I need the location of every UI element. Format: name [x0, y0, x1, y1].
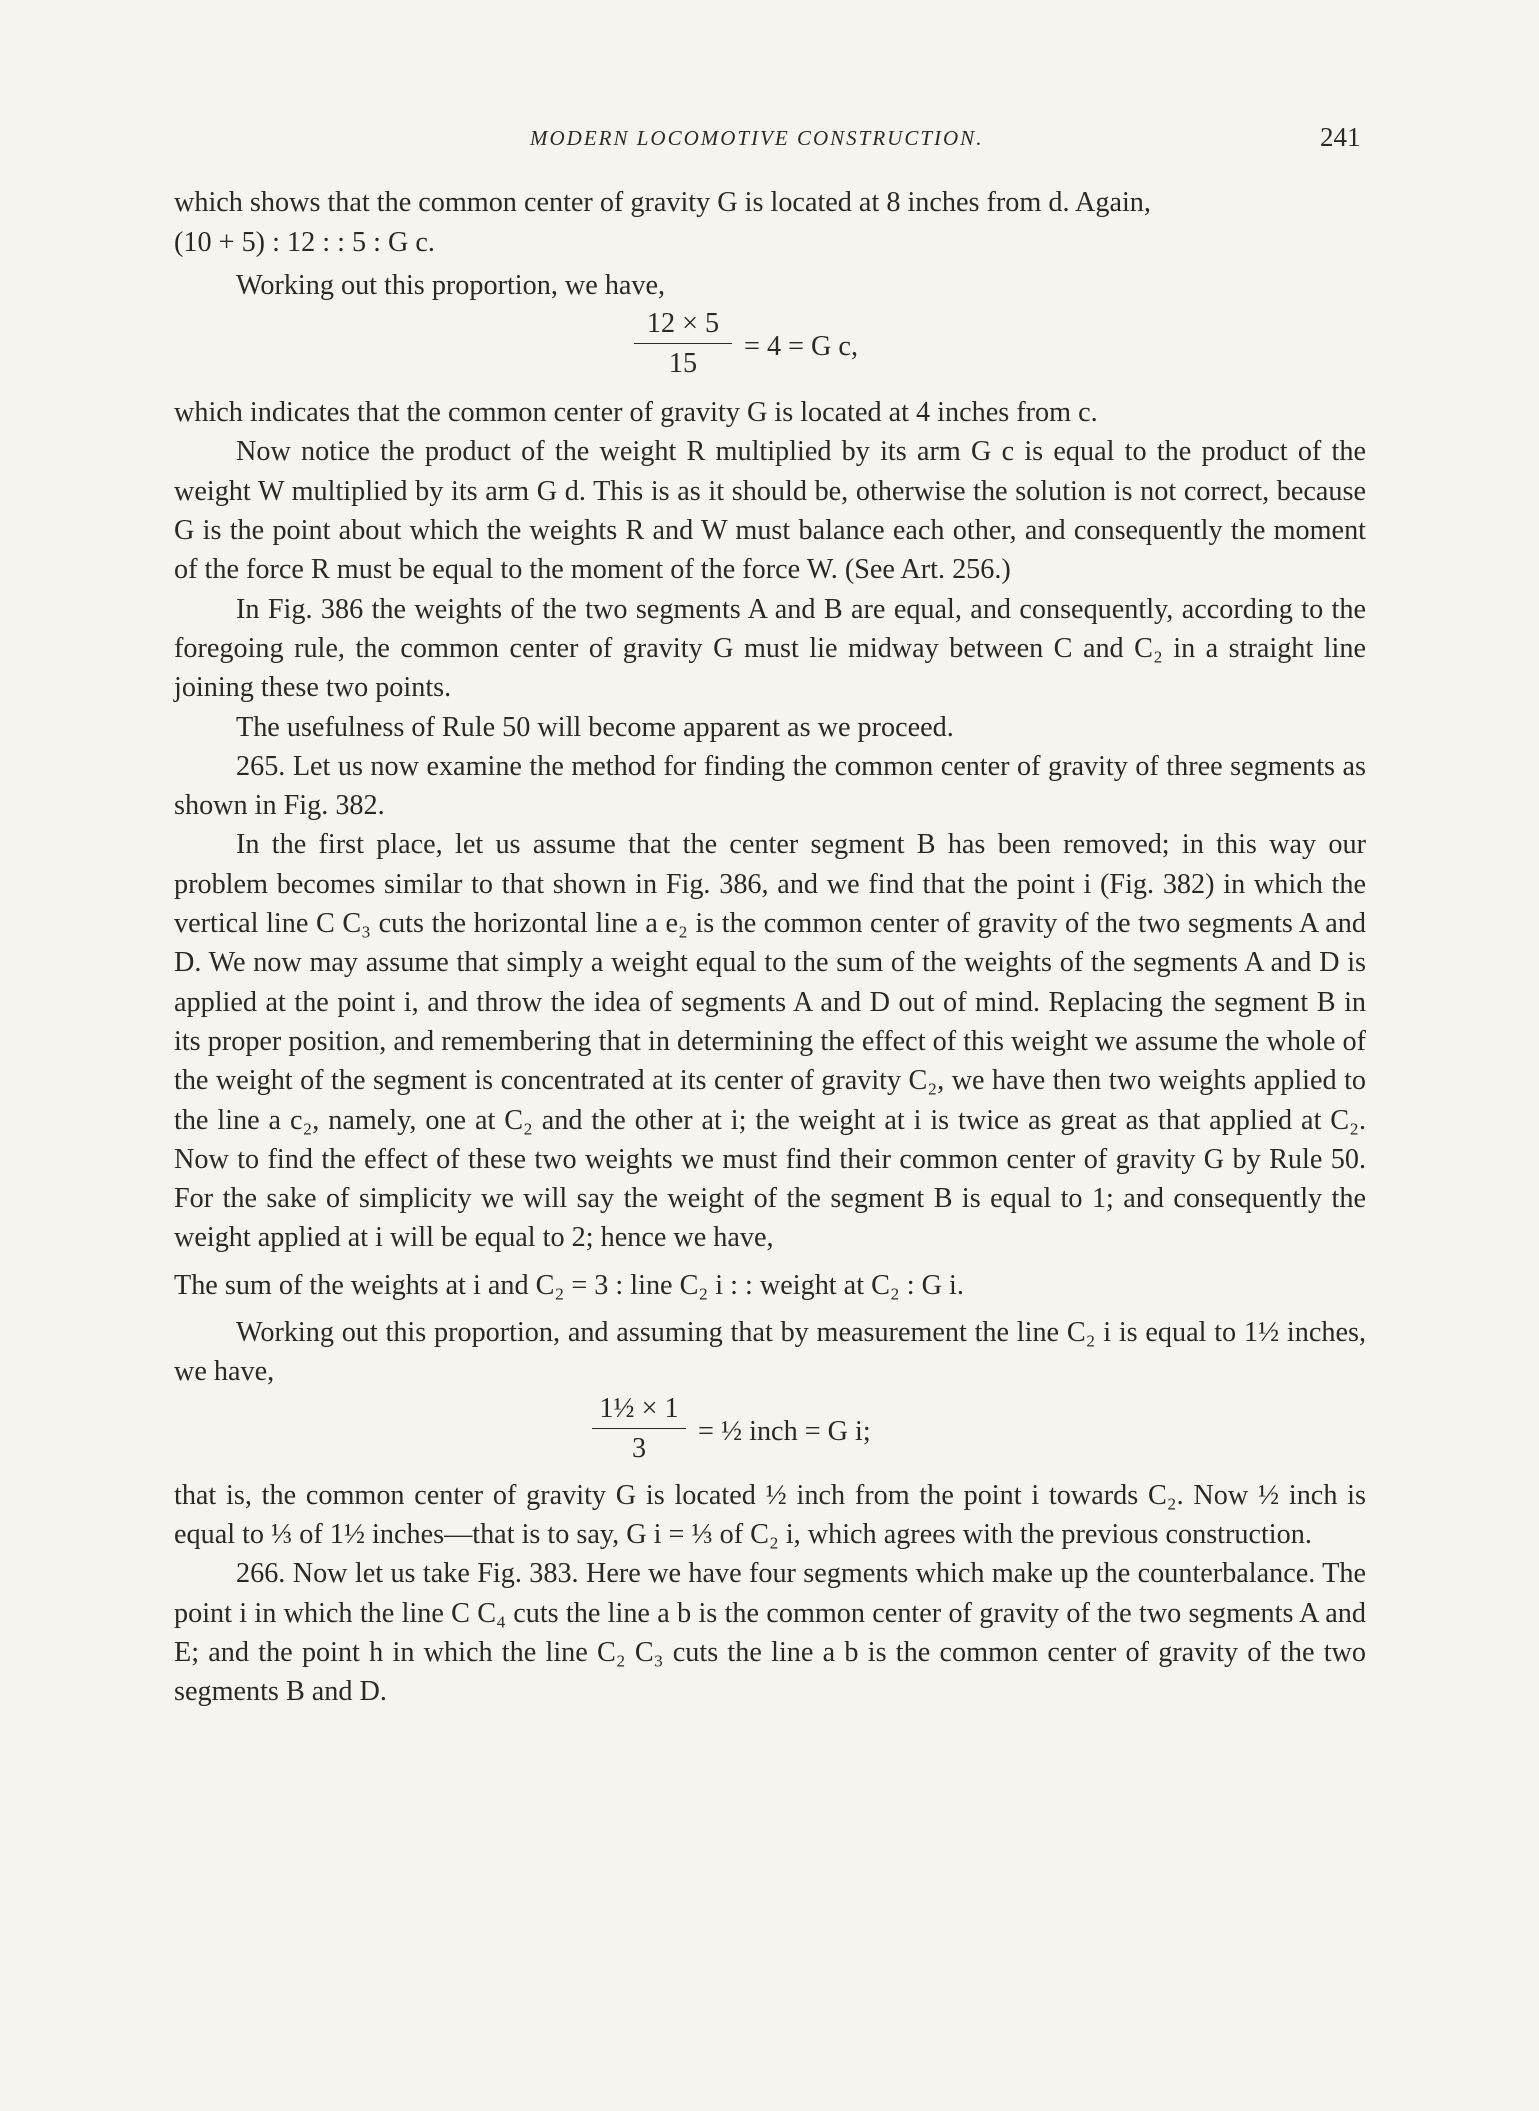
fraction-denominator: 3 — [631, 1432, 647, 1464]
fraction-equation-1 — [174, 305, 1366, 393]
page-number: 241 — [1320, 122, 1361, 152]
equation-proportion-2: The sum of the weights at i and C₂ = 3 : line C₂ i : : weight at C₂ : G i. — [174, 1269, 964, 1301]
equation-proportion-1: (10 + 5) : 12 : : 5 : G c. — [174, 226, 435, 258]
paragraph: which shows that the common center of gravity G is located at 8 inches from d. Again, — [174, 187, 1151, 218]
fraction-numerator: 1½ × 1 — [599, 1392, 679, 1424]
fraction-denominator: 15 — [668, 348, 698, 380]
paragraph: Working out this proportion, we have, — [236, 269, 666, 301]
fraction-bar — [634, 343, 732, 344]
page-header — [0, 122, 1539, 162]
paragraph: In Fig. 386 the weights of the two segments A and B are equal, and consequently, according to the foregoing rule, the common center of gravity G must lie midway between C and C₂ in a straight line joining these two points. — [174, 593, 1366, 704]
page-body — [174, 183, 1366, 1711]
paragraph-article-266: 266. Now let us take Fig. 383. Here we have four segments which make up the counterbalance. The point i in which the line C C₄ cuts the line a b is the common center of gravity of the two segments A and E; and the point h in which the line C₂ C₃ cuts the line a b is the common center of gravity of the two segments B and D. — [174, 1558, 1366, 1708]
paragraph: The usefulness of Rule 50 will become apparent as we proceed. — [236, 711, 954, 743]
paragraph: Working out this proportion, and assuming that by measurement the line C₂ i is equal to 1½ inches, we have, — [174, 1317, 1366, 1388]
paragraph: Now notice the product of the weight R multiplied by its arm G c is equal to the product of the weight W multiplied by its arm G d. This is as it should be, otherwise the solution is not correct, because G is the point about which the weights R and W must balance each other, and consequently the moment of the force R must be equal to the moment of the force W. (See Art. 256.) — [174, 436, 1366, 586]
fraction — [592, 1392, 686, 1466]
paragraph: that is, the common center of gravity G is located ½ inch from the point i towards C₂. Now ½ inch is equal to ⅓ of 1½ inches—that is to say, G i = ⅓ of C₂ i, which agrees with the previous construction. — [174, 1479, 1366, 1550]
fraction-bar — [592, 1428, 686, 1429]
fraction-numerator: 12 × 5 — [646, 308, 720, 340]
fraction — [634, 307, 732, 381]
paragraph-article-265: 265. Let us now examine the method for finding the common center of gravity of three segments as shown in Fig. 382. — [174, 750, 1366, 822]
paragraph: In the first place, let us assume that the center segment B has been removed; in this way our problem becomes similar to that shown in Fig. 386, and we find that the point i (Fig. 382) in which the vertical line C C₃ cuts the horizontal line a e₂ is the common center of gravity of the two segments A and D. We now may assume that simply a weight equal to the sum of the weights of the segments A and D is applied at the point i, and throw the idea of segments A and D out of mind. Replacing the segment B in its proper position, and remembering that in determining the effect of this weight we assume the whole of the weight of the segment is concentrated at its center of gravity C₂, we have then two weights applied to the line a c₂, namely, one at C₂ and the other at i; the weight at i is twice as great as that applied at C₂. Now to find the effect of these two weights we must find their common center of gravity G by Rule 50. For the sake of simplicity we will say the weight of the segment B is equal to 1; and consequently the weight applied at i will be equal to 2; hence we have, — [174, 829, 1366, 1254]
running-title: MODERN LOCOMOTIVE CONSTRUCTION. — [530, 126, 984, 150]
fraction-rhs: = 4 = G c, — [744, 331, 858, 363]
fraction-equation-2 — [174, 1392, 1366, 1476]
paragraph: which indicates that the common center of gravity G is located at 4 inches from c. — [174, 397, 1098, 429]
fraction-rhs: = ½ inch = G i; — [698, 1415, 871, 1447]
